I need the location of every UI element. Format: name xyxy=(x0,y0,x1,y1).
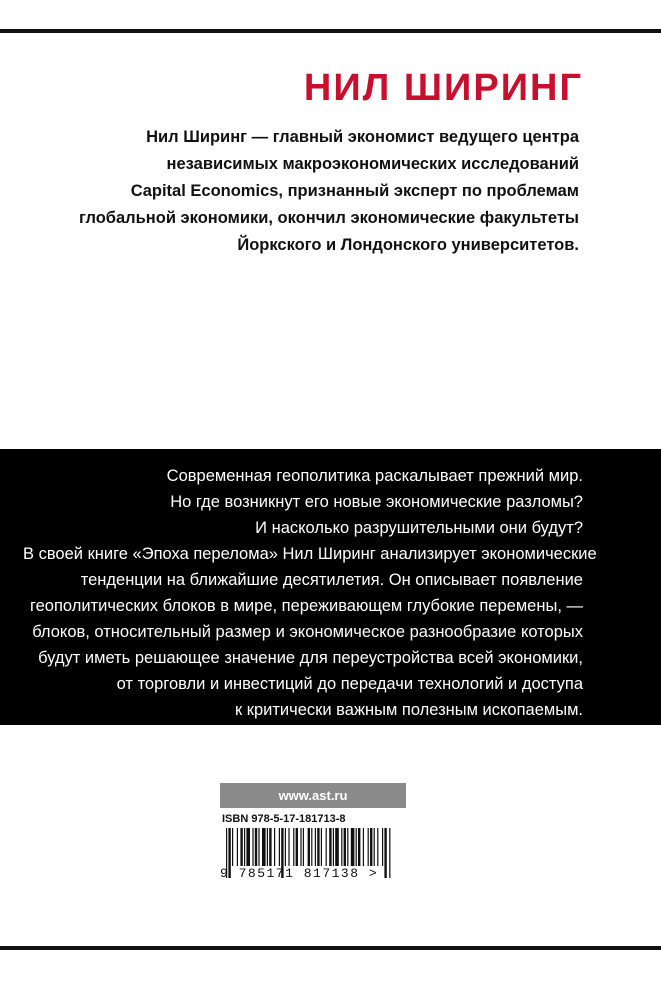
barcode-bar xyxy=(368,828,369,866)
author-bio xyxy=(59,124,579,259)
barcode-bar xyxy=(300,828,301,866)
barcode-bar xyxy=(389,828,390,878)
barcode-bar xyxy=(274,828,275,866)
isbn-label: ISBN 978-5-17-181713-8 xyxy=(222,813,346,825)
barcode-bar xyxy=(321,828,322,866)
barcode-bar xyxy=(296,828,298,866)
barcode-digits: 9 785171 817138 > xyxy=(220,866,379,881)
blurb-line: Современная геополитика раскалывает прежний мир. xyxy=(166,467,583,485)
barcode-bar xyxy=(232,828,233,866)
barcode-bar xyxy=(317,828,319,866)
barcode-bar xyxy=(363,828,364,866)
barcode-bar xyxy=(279,828,280,866)
barcode-bar xyxy=(329,828,331,866)
barcode-bar xyxy=(315,828,316,866)
blurb-line: В своей книге «Эпоха перелома» Нил Ширинг анализирует экономические xyxy=(23,545,597,563)
barcode-bar xyxy=(246,828,250,866)
blurb-line: от торговли и инвестиций до передачи технологий и доступа xyxy=(116,675,583,693)
barcode-bar xyxy=(308,828,310,866)
barcode-bar xyxy=(335,828,339,866)
barcode-bar xyxy=(255,828,257,866)
barcode-bar xyxy=(293,828,294,866)
blurb-line: Но где возникнут его новые экономические разломы? xyxy=(170,493,583,511)
barcode-bar xyxy=(356,828,357,866)
bio-line: Нил Ширинг — главный экономист ведущего центра xyxy=(146,128,579,146)
bio-line: Capital Economics, признанный эксперт по проблемам xyxy=(130,182,579,200)
barcode-bar xyxy=(351,828,355,866)
barcode-bar xyxy=(311,828,312,866)
bio-line: независимых макроэкономических исследований xyxy=(166,155,579,173)
book-blurb xyxy=(23,463,597,723)
barcode-bar xyxy=(269,828,271,866)
barcode-bar xyxy=(267,828,268,866)
barcode-bar xyxy=(262,828,266,866)
barcode-bar xyxy=(252,828,253,866)
bottom-rule xyxy=(0,946,661,950)
blurb-line: тенденции на ближайшие десятилетия. Он описывает появление xyxy=(80,571,583,589)
barcode-bar xyxy=(326,828,327,866)
barcode-bar xyxy=(377,828,378,866)
publisher-website: www.ast.ru xyxy=(220,783,406,808)
top-rule xyxy=(0,29,661,33)
barcode-bar xyxy=(240,828,242,866)
barcode-bar xyxy=(237,828,238,866)
blurb-line: к критически важным полезным ископаемым. xyxy=(234,701,583,719)
barcode-bar xyxy=(347,828,348,866)
barcode-bar xyxy=(374,828,375,866)
barcode-bar xyxy=(303,828,304,866)
blurb-line: геополитических блоков в мире, переживающем глубокие перемены, — xyxy=(29,597,583,615)
barcode-bar xyxy=(341,828,342,866)
barcode-bar xyxy=(258,828,259,866)
barcode-bar xyxy=(384,828,386,878)
barcode-bar xyxy=(344,828,346,866)
blurb-line: блоков, относительный размер и экономическое разнообразие которых xyxy=(32,623,583,641)
blurb-line: будут иметь решающее значение для переустройства всей экономики, xyxy=(38,649,583,667)
author-name: НИЛ ШИРИНГ xyxy=(303,67,583,109)
barcode-bar xyxy=(285,828,286,866)
barcode-bar xyxy=(333,828,334,866)
bio-line: глобальной экономики, окончил экономические факультеты xyxy=(78,209,579,227)
blurb-line: И насколько разрушительными они будут? xyxy=(255,519,583,537)
barcode-bar xyxy=(358,828,360,866)
barcode-bar xyxy=(244,828,245,866)
barcode-bar xyxy=(382,828,383,866)
bio-line: Йоркского и Лондонского университетов. xyxy=(237,236,579,254)
barcode-bar xyxy=(370,828,372,866)
barcode-bar xyxy=(288,828,289,866)
